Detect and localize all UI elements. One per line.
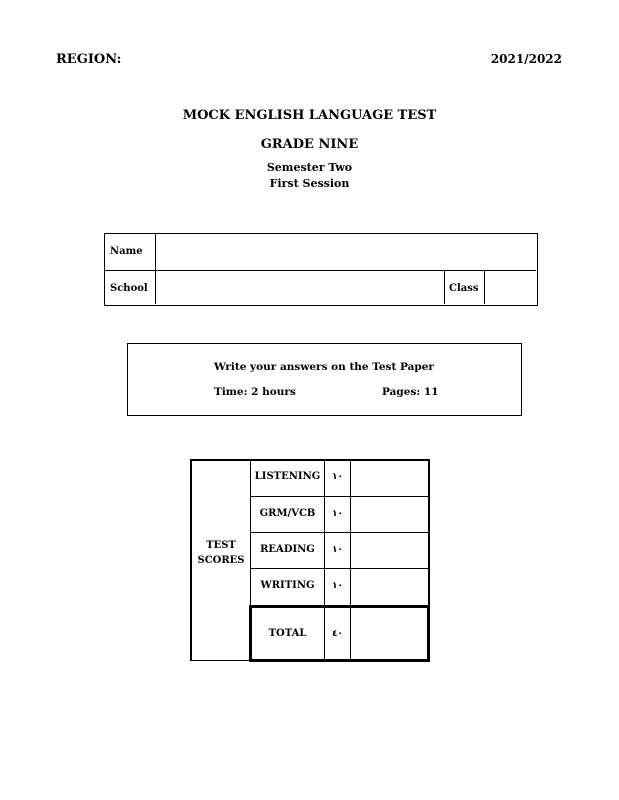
label-divider: [155, 234, 156, 304]
session-label: First Session: [269, 177, 350, 190]
reading-max: ١٠: [332, 545, 343, 555]
border-right: [428, 459, 430, 607]
semester-label: Semester Two: [266, 161, 353, 174]
border-top: [190, 459, 429, 461]
row-divider: [250, 532, 429, 533]
class-label: Class: [449, 283, 479, 294]
row-divider: [250, 496, 429, 497]
listening-label: LISTENING: [254, 471, 321, 482]
scores-group-label-1: TEST: [206, 540, 236, 551]
class-divider-right: [484, 270, 485, 304]
region-label: REGION:: [56, 52, 122, 67]
writing-label: WRITING: [260, 580, 315, 591]
total-label: TOTAL: [268, 628, 307, 639]
test-scores-table: [190, 459, 430, 662]
row-divider: [105, 270, 536, 271]
listening-max: ١٠: [332, 472, 343, 482]
pages-label: Pages: 11: [382, 386, 439, 398]
row-divider: [250, 568, 429, 569]
total-max: ٤٠: [332, 629, 343, 639]
grade-title: GRADE NINE: [260, 137, 359, 152]
instructions-line: Write your answers on the Test Paper: [214, 361, 434, 373]
grammar-vocab-max: ١٠: [332, 509, 343, 519]
instructions-box: [127, 343, 522, 416]
writing-max: ١٠: [332, 581, 343, 591]
grammar-vocab-label: GRM/VCB: [259, 508, 316, 519]
name-label: Name: [110, 246, 143, 257]
student-info-table: [104, 233, 538, 306]
reading-label: READING: [260, 544, 315, 555]
scores-group-label-2: SCORES: [197, 555, 245, 566]
academic-year: 2021/2022: [490, 52, 562, 66]
school-label: School: [110, 283, 148, 294]
border-bottom-left: [190, 660, 251, 662]
time-label: Time: 2 hours: [214, 386, 296, 398]
test-title: MOCK ENGLISH LANGUAGE TEST: [182, 108, 437, 123]
class-divider-left: [444, 270, 445, 304]
